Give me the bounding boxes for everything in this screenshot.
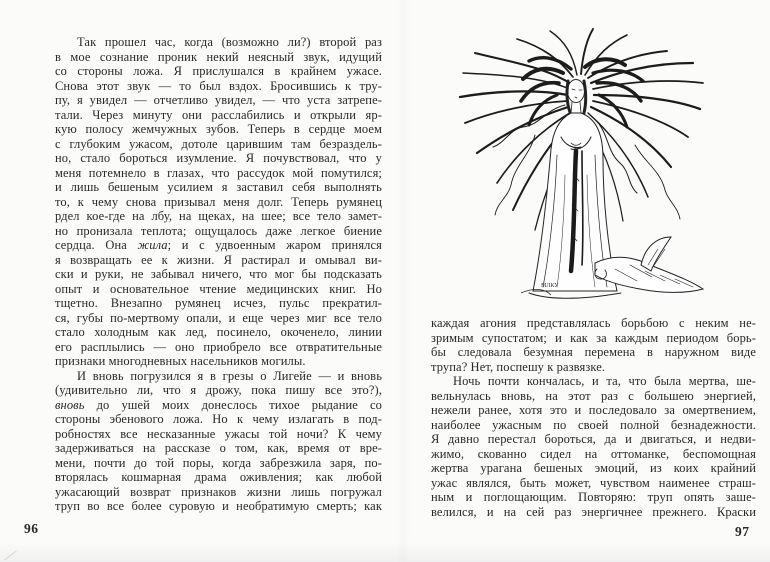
text-line: Я давно перестал бороться, да и двигаться, и недви- (431, 432, 756, 446)
page-corner-crease (4, 550, 16, 560)
text-line: наиболее ужасным по своей полной безнадежности. (431, 417, 756, 432)
text-line: задерживаться на рассказе о том, как, время от вре- (55, 441, 382, 455)
text-line: стало холодным как лед, посинело, окоченело, линии (55, 325, 382, 339)
text-line: ным и поглощающим. Повторяю: труп опять заше- (431, 490, 756, 504)
text-line: и лишь бешеным усилием я заставил себя выполнять (55, 180, 382, 194)
right-page-text (431, 316, 756, 519)
text-line: но пронизала теплота; ощущалось даже легкое биение (55, 223, 382, 238)
text-line: вельнулась вновь, на этот раз с большею энергией, (431, 388, 756, 403)
text-line: мени, почти до той поры, когда забрезжила заря, по- (55, 455, 382, 470)
text-line: Так прошел час, когда (возможно ли?) второй раз (77, 35, 382, 49)
photo-bottom-shadow (0, 542, 770, 562)
text-line: пу, я увидел — отчетливо увидел, — что уста затрепе- (55, 93, 382, 107)
text-line: но, стало бороться изумление. Я почувствовал, что у (55, 151, 382, 165)
text-line: труп во все более суровую и необратимую смерть; как (55, 499, 382, 513)
text-line: зримым супостатом; и как за каждым периодом борь- (431, 330, 756, 345)
text-line: Снова этот звук — то был вздох. Бросившись к тру- (55, 78, 382, 93)
page-gutter (395, 0, 411, 562)
text-line: стороны эбенового ложа. Но к чему излагать в под- (55, 412, 382, 426)
text-line: рдел кое-где на лбу, на щеках, на шее; все тело замет- (55, 209, 382, 223)
text-line: с глубоким ужасом, дотоле царившим там безраздель- (55, 136, 382, 151)
left-page-text (55, 35, 382, 514)
text-line: тщетно. Внезапно румянец исчез, пульс прекратил- (55, 296, 382, 310)
text-line: меня потемнело в глазах, что рассудок мой помутился; (55, 165, 382, 180)
text-line: то, к чему снова призывал меня долг. Теперь румянец (55, 194, 382, 209)
text-line: его расплылись — оно приобрело все отвратительные (55, 339, 382, 354)
text-line: трупа? Нет, поспешу к развязке. (431, 359, 606, 374)
page-number-left: 96 (24, 521, 39, 536)
text-line: нежели ранее, хотя это и последовало за омертвением, (431, 403, 756, 417)
text-line: сердца. Она жила; и с удвоенным жаром принялся (55, 238, 382, 252)
text-line: опыт и основательное чтение медицинских книг. Но (55, 281, 382, 296)
text-line: робностях все несказанные ужасы той ночи? К чему (55, 426, 382, 441)
text-line: жимо, скованно сидел на оттоманке, беспомощная (431, 446, 756, 461)
text-line: И вновь погрузился я в грезы о Лигейе — и вновь (77, 368, 382, 383)
ligeia-illustration (445, 25, 745, 310)
text-line: ужас являлся, быть может, чувством наименее страш- (431, 475, 756, 490)
text-line: ужасающий возврат признаков жизни лишь погружал (55, 484, 382, 499)
text-line: бы следовала безумная перемена в наружном виде (431, 345, 756, 359)
text-line: признаки многодневных насельников могилы. (55, 354, 306, 368)
text-line: ся, губы по-мертвому опали, и еще через миг все тело (55, 310, 382, 325)
text-line: в мое сознание проник некий неясный звук, идущий (55, 49, 382, 64)
text-line: велился, и на сей раз энергичнее прежнего. Краски (431, 504, 756, 519)
text-line: жертва урагана бешеных эмоций, из коих крайний (431, 461, 756, 475)
text-line: тали. Через минуту они расслабились и открыли яр- (55, 107, 382, 122)
text-line: (удивительно ли, что я дрожу, пока пишу все это?), (55, 383, 382, 397)
text-line: я возвращать ее к жизни. Я растирал и омывал ви- (55, 252, 382, 267)
text-line: вторялась кошмарная драма оживления; как любой (55, 470, 382, 484)
text-line: ски и руки, не забывал ничего, что мог бы подсказать (55, 267, 382, 281)
text-line: Ночь почти кончалась, и та, что была мертва, ше- (453, 374, 756, 388)
text-line: вновь до ушей моих донеслось тихое рыдание со (55, 397, 382, 412)
text-line: кую полосу жемчужных зубов. Теперь в сердце моем (55, 122, 382, 136)
text-line: со стороны ложа. Я прислушался в крайнем ужасе. (55, 64, 382, 78)
artist-signature: МЛКУ (541, 283, 559, 289)
text-line: каждая агония представлялась борьбою с неким не- (431, 316, 756, 330)
page-number-right: 97 (735, 524, 750, 539)
